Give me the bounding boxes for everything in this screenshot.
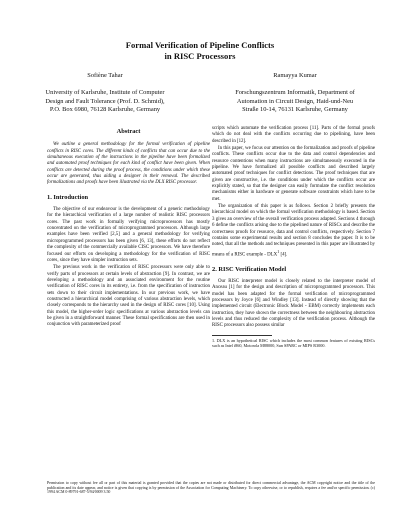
paper-title: Formal Verification of Pipeline Conflicts — [125, 40, 275, 50]
footnote: 1. DLX is an hypothetical RISC which includes the most common features of existing RISCs such as Intel i860, Motorola M88000, Sun SPARC or MIPS R3000. — [212, 337, 375, 348]
footnote-divider — [212, 335, 272, 336]
abstract-text: We outline a general methodology for the formal verification of pipeline conflicts in RISC cores. The different kinds of conflicts that can occur due to the simultaneous execution of the instructions in the pipeline have been formalized and automated proof techniques for each kind of conflict have been given. When conflicts are detected during the proof process, the conditions under which these occur are generated, thus aiding a designer in their removal. The described formalizations and proofs have been illustrated via the DLX RISC processor. — [47, 142, 210, 186]
author-affiliation-line: University of Karlsruhe, Institute of Computer — [45, 89, 165, 97]
paragraph-text-end: [4]. — [279, 252, 288, 258]
left-column — [47, 125, 210, 330]
paragraph-text: The organization of this paper is as follows. Section 2 briefly presents the hierarchical model on which the formal verification methodology is based. Section 3 gives an overview of the overall verification process adapted. Sections 4 through 6 define the conflicts arising due to the pipelined nature of RISCs and describe the correctness proofs for resource, data and control conflicts, respectively. Section 7 contains some experimental results and section 8 concludes the paper. It is to be noted, that all the methods and techniques presented in this paper are illustrated by means of a RISC example - DLX — [212, 204, 375, 258]
copyright-notice — [47, 481, 375, 495]
author-affiliation-line: P.O. Box 6980, 76128 Karlsruhe, Germany — [49, 106, 161, 114]
footnote-marker: 1 — [277, 248, 280, 254]
copyright-text: Permission to copy without fee all or part of this material is granted provided that the copies are not made or distributed for direct commercial advantage, the ACM copyright notice and the title of the publication and its date appear, and notice is given that copying is by permission of the Association for Computing Machinery. To copy otherwise, or to republish, requires a fee and/or specific permission. — [47, 481, 375, 490]
paper-subtitle: in RISC Processors — [164, 51, 236, 61]
body-paragraph: scripts which automate the verification process [11]. Parts of the formal proofs which do not deal with the conflicts occurring due to pipelining, have been described in [12]. — [212, 126, 375, 144]
copyright-tail: (c) 1994 ACM 0-89791-687-5/94/0009 3.50 — [47, 485, 375, 495]
body-paragraph: The previous work in the verification of RISC processors were only able to verify parts of processors at certain levels of abstraction [9]. In contrast, we are developing a methodology and an associated environment for the routine verification of RISC cores in its entirety, i.e. from the specification of instruction sets down to their circuit implementations. In our previous work, we have constructed a hierarchical model comprising of various abstraction levels, which closely corresponds to the hierarchy used in the design of RISC cores [10]. Using this model, the higher-order logic specifications at various abstraction levels can be given in a straightforward manner. These formal specifications are then used in conjunction with parameterized proof — [47, 265, 210, 328]
paper-title-block — [0, 40, 400, 62]
author-name: Sofiène Tahar — [87, 72, 123, 79]
body-paragraph: In this paper, we focus our attention on the formalization and proofs of pipeline conflicts. These conflicts occur due to the data and control dependencies and resource contentions when many instructions are simultaneously executed in the pipeline. We have formalized all possible conflicts and described largely automated proof techniques for conflict detections. The proof techniques that are given are constructive, i.e. the conditions under which the conflicts occur are explicitly stated, so that the designer can easily formulate the conflict resolution mechanisms either in hardware or generate software constraints which have to be met. — [212, 146, 375, 202]
abstract-heading: Abstract — [116, 128, 141, 135]
section-heading: 2. RISC Verification Model — [212, 265, 287, 273]
right-column — [212, 126, 375, 348]
section-heading: 1. Introduction — [47, 193, 89, 201]
author-affiliation-line: Forschungszentrum Informatik, Department of — [235, 89, 355, 97]
author-affiliation-line: Straße 10-14, 76131 Karlsruhe, Germany — [242, 106, 348, 114]
body-paragraph — [212, 204, 375, 258]
body-paragraph: Our RISC interpreter model is closely related to the interpreter model of Anceau [1] for the design and description of microprogrammed processors. This model has been adapted for the formal verification of microprogrammed processors by Joyce [6] and Windley [13]. Instead of directly showing that the implemented circuit (Electronic Block Model - EBM) correctly implements each instruction, they have shown the correctness between the neighbouring abstraction levels and thus reduced the complexity of the verification process. Although the RISC processors also possess similar — [212, 278, 375, 329]
author-affiliation-line: Design and Fault Tolerance (Prof. D. Schmid), — [45, 97, 165, 105]
body-paragraph: The objective of our endeavour is the development of a generic methodology for the hierarchical verification of a large number of realistic RISC processors cores. The past work in formally verifying microprocessors has mostly concentrated on the verification of microprogrammed processors. Although large examples have been verified [2,5] and a general methodology for verifying microprogrammed processors has been given [6, 13], these efforts do not reflect the complexity of the commercially available CISC processors. We have therefore focused our efforts on developing a methodology for the verification of RISC cores, since they have simpler instruction sets. — [47, 207, 210, 263]
author-2 — [210, 72, 380, 115]
author-affiliation-line: Automation in Circuit Design, Haid-und-Neu — [236, 97, 354, 105]
author-1 — [20, 72, 190, 115]
author-name: Ramayya Kumar — [273, 72, 317, 79]
